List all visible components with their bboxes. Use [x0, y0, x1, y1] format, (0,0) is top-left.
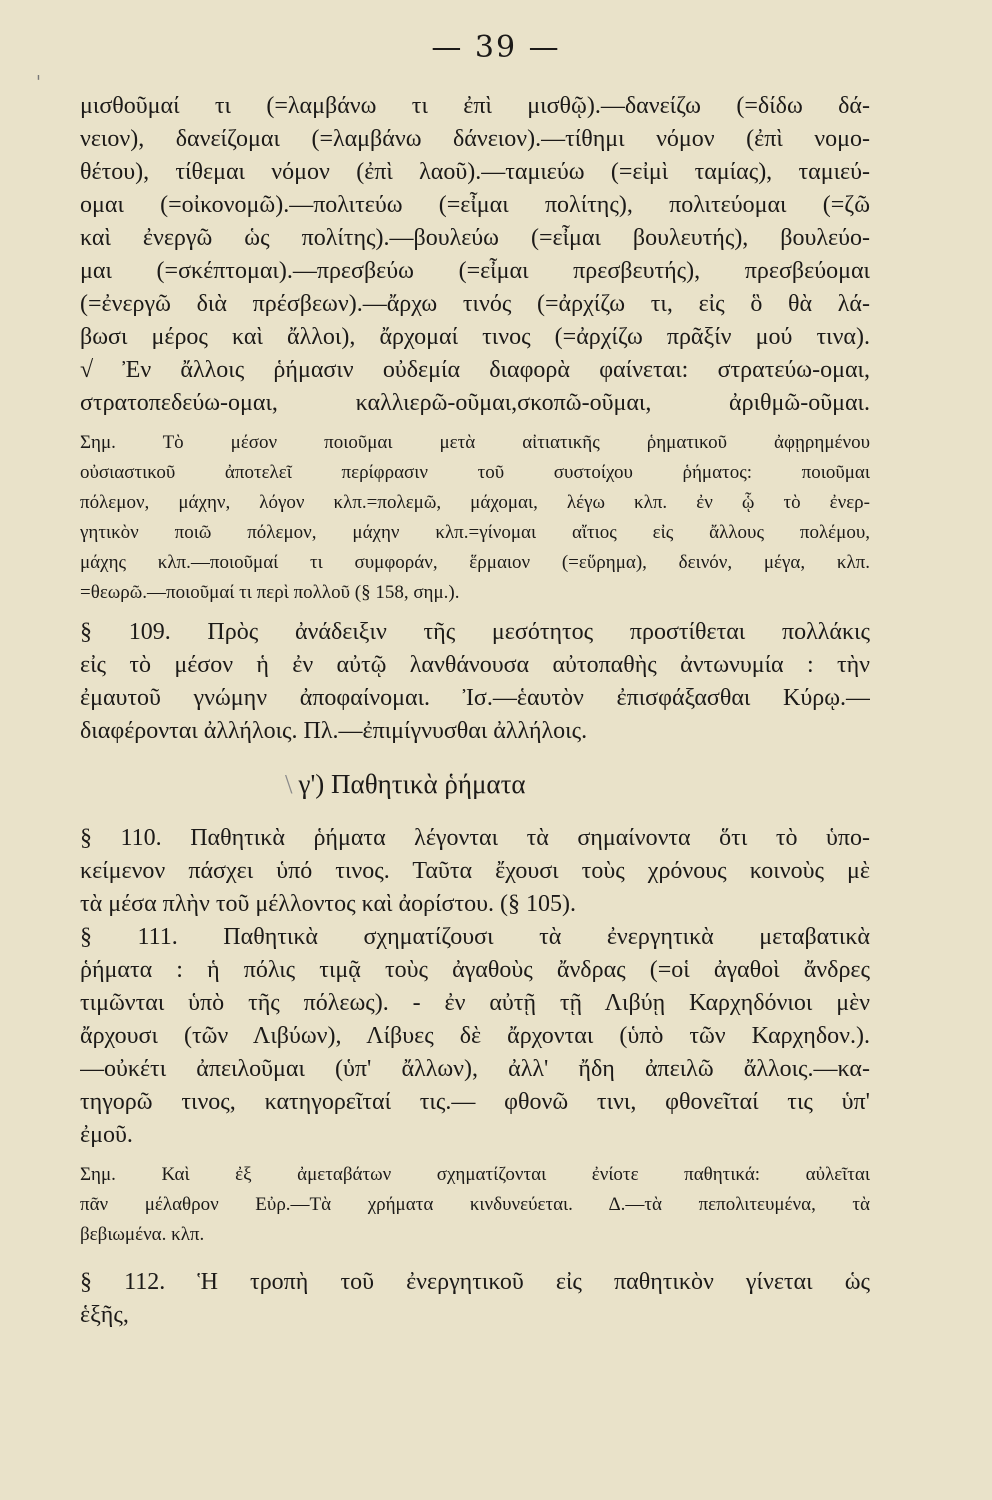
text-line: τὰ μέσα πλὴν τοῦ μέλλοντος καὶ ἀορίστου. (§ 105). [80, 891, 576, 917]
note-line: οὐσιαστικοῦ ἀποτελεῖ περίφρασιν τοῦ συστοίχου ῥήματος: ποιοῦμαι [80, 462, 870, 483]
text-line: θέτου), τίθεμαι νόμον (ἐπὶ λαοῦ).—ταμιεύω (=εἰμὶ ταμίας), ταμιεύ- [80, 159, 870, 185]
heading-text: γ') Παθητικὰ ῥήματα [298, 769, 526, 799]
text-line: —οὐκέτι ἀπειλοῦμαι (ὑπ' ἄλλων), ἀλλ' ἤδη ἀπειλῶ ἄλλοις.—κα- [80, 1056, 870, 1082]
note-paragraph [80, 1160, 870, 1250]
page-body [80, 90, 870, 1332]
check-mark: \ [285, 769, 293, 799]
margin-mark: ' [36, 72, 41, 93]
text-line: διαφέρονται ἀλλήλοις. Πλ.—ἐπιμίγνυσθαι ἀλλήλοις. [80, 718, 588, 744]
note-line: Σημ. Τὸ μέσον ποιοῦμαι μετὰ αἰτιατικῆς ῥηματικοῦ ἀφῃρημένου [80, 432, 870, 453]
note-paragraph [80, 428, 870, 608]
text-line: καὶ ἐνεργῶ ὡς πολίτης).—βουλεύω (=εἶμαι βουλευτής), βουλεύο- [80, 225, 870, 251]
text-line: εἰς τὸ μέσον ἡ ἐν αὐτῷ λανθάνουσα αὐτοπαθὴς ἀντωνυμία : τὴν [80, 652, 870, 678]
text-line: μισθοῦμαί τι (=λαμβάνω τι ἐπὶ μισθῷ).—δανείζω (=δίδω δά- [80, 93, 870, 119]
note-line: γητικὸν ποιῶ πόλεμον, μάχην κλπ.=γίνομαι αἴτιος εἰς ἄλλους πολέμου, [80, 522, 870, 543]
text-line: § 111. Παθητικὰ σχηματίζουσι τὰ ἐνεργητικὰ μεταβατικὰ [80, 924, 870, 950]
section-110 [80, 822, 870, 921]
text-line: τιμῶνται ὑπὸ τῆς πόλεως). - ἐν αὐτῇ τῇ Λιβύῃ Καρχηδόνιοι μὲν [80, 990, 870, 1016]
text-line: § 110. Παθητικὰ ῥήματα λέγονται τὰ σημαίνοντα ὅτι τὸ ὑπο- [80, 825, 870, 851]
note-line: πᾶν μέλαθρον Εὐρ.—Τὰ χρήματα κινδυνεύεται. Δ.—τὰ πεπολιτευμένα, τὰ [80, 1194, 870, 1215]
text-line: κείμενον πάσχει ὑπό τινος. Ταῦτα ἔχουσι τοὺς χρόνους κοινοὺς μὲ [80, 858, 870, 884]
page-number: — 39 — [431, 30, 561, 65]
text-line: ἐμοῦ. [80, 1122, 133, 1148]
text-line: βωσι μέρος καὶ ἄλλοι), ἄρχομαί τινος (=ἀρχίζω πρᾶξίν μού τινα). [80, 324, 870, 350]
note-line: =θεωρῶ.—ποιοῦμαί τι περὶ πολλοῦ (§ 158, σημ.). [80, 582, 460, 603]
section-111 [80, 921, 870, 1152]
note-line: Σημ. Καὶ ἐξ ἀμεταβάτων σχηματίζονται ἐνίοτε παθητικά: αὐλεῖται [80, 1164, 870, 1185]
section-109 [80, 616, 870, 748]
paragraph-middle-verbs [80, 90, 870, 420]
text-line: § 109. Πρὸς ἀνάδειξιν τῆς μεσότητος προστίθεται πολλάκις [80, 619, 870, 645]
note-line: μάχης κλπ.—ποιοῦμαί τι συμφοράν, ἕρμαιον (=εὕρημα), δεινόν, μέγα, κλπ. [80, 552, 870, 573]
text-line: στρατοπεδεύω-ομαι, καλλιερῶ-οῦμαι,σκοπῶ-οῦμαι, ἀριθμῶ-οῦμαι. [80, 390, 870, 416]
note-line: βεβιωμένα. κλπ. [80, 1224, 205, 1245]
text-line: ομαι (=οἰκονομῶ).—πολιτεύω (=εἶμαι πολίτης), πολιτεύομαι (=ζῶ [80, 192, 870, 218]
text-line: § 112. Ἡ τροπὴ τοῦ ἐνεργητικοῦ εἰς παθητικὸν γίνεται ὡς [80, 1269, 870, 1295]
text-line: νειον), δανείζομαι (=λαμβάνω δάνειον).—τίθημι νόμον (ἐπὶ νομο- [80, 126, 870, 152]
text-line: ῥήματα : ἡ πόλις τιμᾷ τοὺς ἀγαθοὺς ἄνδρας (=οἱ ἀγαθοὶ ἄνδρες [80, 957, 870, 983]
text-line: μαι (=σκέπτομαι).—πρεσβεύω (=εἶμαι πρεσβευτής), πρεσβεύομαι [80, 258, 870, 284]
text-line: (=ἐνεργῶ διὰ πρέσβεων).—ἄρχω τινός (=ἀρχίζω τι, εἰς ὃ θὰ λά- [80, 291, 870, 317]
text-line: ἐμαυτοῦ γνώμην ἀποφαίνομαι. Ἰσ.—ἑαυτὸν ἐπισφάξασθαι Κύρῳ.— [80, 685, 870, 711]
text-line: √ Ἐν ἄλλοις ῥήμασιν οὐδεμία διαφορὰ φαίνεται: στρατεύω-ομαι, [80, 357, 870, 383]
note-line: πόλεμον, μάχην, λόγον κλπ.=πολεμῶ, μάχομαι, λέγω κλπ. ἐν ᾧ τὸ ἐνερ- [80, 492, 870, 513]
section-heading [80, 764, 870, 804]
section-112 [80, 1266, 870, 1332]
text-line: ἑξῆς, [80, 1302, 129, 1328]
text-line: ἄρχουσι (τῶν Λιβύων), Λίβυες δὲ ἄρχονται (ὑπὸ τῶν Καρχηδον.). [80, 1023, 870, 1049]
text-line: τηγορῶ τινος, κατηγορεῖταί τις.— φθονῶ τινι, φθονεῖταί τις ὑπ' [80, 1089, 870, 1115]
